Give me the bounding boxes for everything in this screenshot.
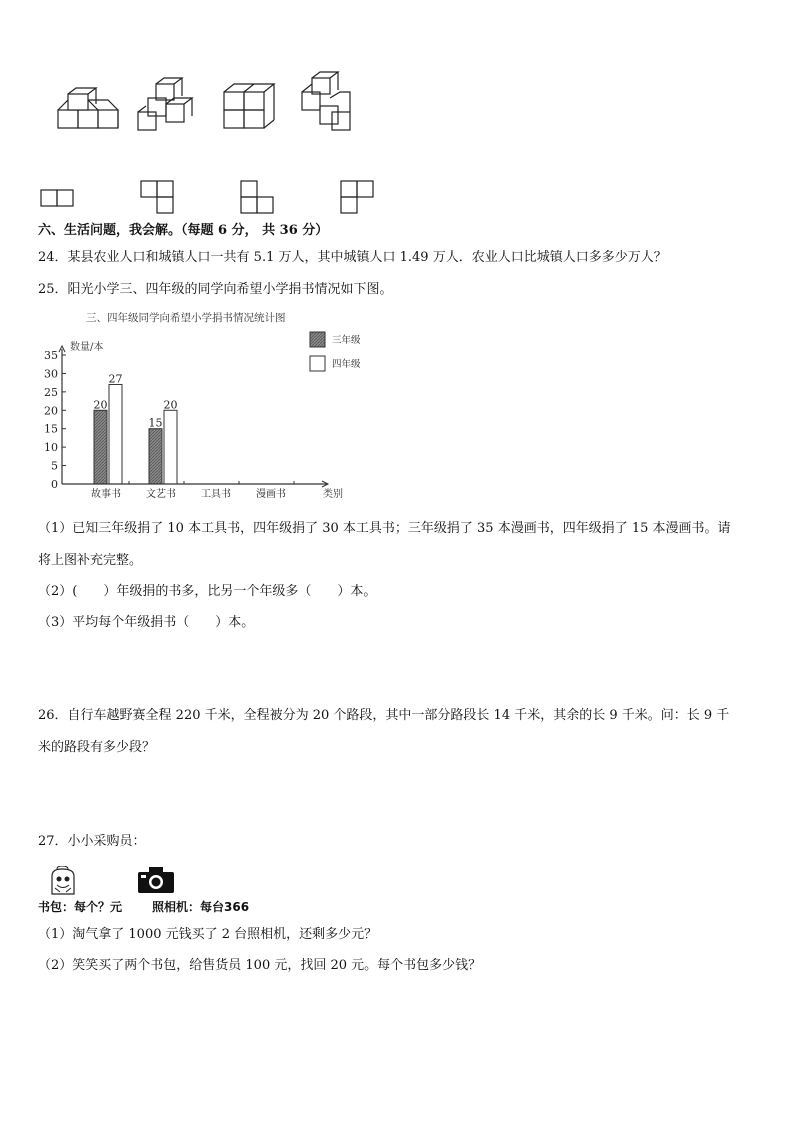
question-25-part1-line1: （1）已知三年级捐了 10 本工具书，四年级捐了 30 本工具书；三年级捐了 35 本漫画书，四年级捐了 15 本漫画书。请 [38, 521, 731, 536]
view-shape-3 [241, 181, 273, 213]
bar-value-label: 20 [93, 398, 108, 412]
x-tick-label: 漫画书 [256, 489, 286, 500]
question-24: 24．某县农业人口和城镇人口一共有 5.1 万人，其中城镇人口 1.49 万人．农业人口比城镇人口多多少万人？ [38, 250, 667, 265]
bar-grade4 [164, 410, 177, 484]
cube-figure-3 [224, 84, 274, 128]
view-shape-4 [341, 181, 373, 213]
x-axis [62, 481, 328, 500]
bar-chart [38, 308, 383, 508]
y-tick-label: 15 [44, 422, 58, 436]
legend-label: 四年级 [332, 359, 361, 370]
bar-value-label: 15 [148, 416, 163, 430]
question-25-part1-line2: 将上图补充完整。 [38, 553, 143, 568]
chart-title: 三、四年级同学向希望小学捐书情况统计图 [86, 312, 286, 324]
y-tick-label: 20 [44, 404, 58, 418]
question-26-line2: 米的路段有多少段？ [38, 740, 156, 755]
view-shapes [40, 180, 380, 216]
question-27-title: 27．小小采购员： [38, 834, 146, 849]
bar-grade4 [109, 384, 122, 484]
bars [94, 372, 178, 484]
cube-figure-1 [58, 88, 118, 128]
x-tick-label: 文艺书 [146, 489, 176, 500]
cube-figure-2 [138, 78, 192, 130]
chart-ylabel: 数量/本 [70, 342, 104, 353]
question-27-part2: （2）笑笑买了两个书包，给售货员 100 元，找回 20 元。每个书包多少钱？ [38, 958, 482, 973]
camera-price-label: 照相机：每台366 [152, 900, 250, 914]
bar-value-label: 20 [163, 398, 178, 412]
y-tick-label: 10 [44, 441, 58, 455]
question-25-part2: （2）( ）年级捐的书多，比另一个年级多（ ）本。 [38, 584, 377, 599]
y-tick-label: 0 [51, 478, 58, 491]
bar-grade3 [94, 410, 107, 484]
schoolbag-price-label: 书包：每个？元 [38, 900, 123, 914]
y-axis [44, 346, 66, 491]
chart-legend [310, 332, 361, 371]
question-26-line1: 26．自行车越野赛全程 220 千米，全程被分为 20 个路段，其中一部分路段长 14 千米，其余的长 9 千米。问：长 9 千 [38, 708, 730, 723]
legend-swatch [310, 332, 325, 347]
schoolbag-icon [46, 866, 80, 896]
y-tick-label: 25 [44, 385, 58, 399]
legend-label: 三年级 [332, 335, 361, 346]
y-tick-label: 30 [44, 367, 58, 381]
question-25-intro: 25．阳光小学三、四年级的同学向希望小学捐书情况如下图。 [38, 282, 393, 297]
view-shape-2 [141, 181, 173, 213]
legend-swatch [310, 356, 325, 371]
y-tick-label: 35 [44, 349, 58, 362]
question-27-part1: （1）淘气拿了 1000 元钱买了 2 台照相机，还剩多少元？ [38, 927, 378, 942]
bar-value-label: 27 [108, 372, 123, 386]
question-25-part3: （3）平均每个年级捐书（ ）本。 [38, 615, 255, 630]
cube-figures [40, 70, 380, 140]
x-tick-label: 工具书 [201, 489, 231, 500]
section-heading: 六、生活问题，我会解。（每题 6 分， 共 36 分） [38, 223, 329, 238]
x-tick-label: 故事书 [91, 489, 121, 500]
y-tick-label: 5 [51, 459, 58, 473]
cube-figure-4 [302, 72, 350, 130]
bar-grade3 [149, 429, 162, 484]
chart-xlabel: 类别 [323, 489, 343, 500]
view-shape-1 [41, 190, 73, 206]
camera-icon [137, 866, 175, 894]
